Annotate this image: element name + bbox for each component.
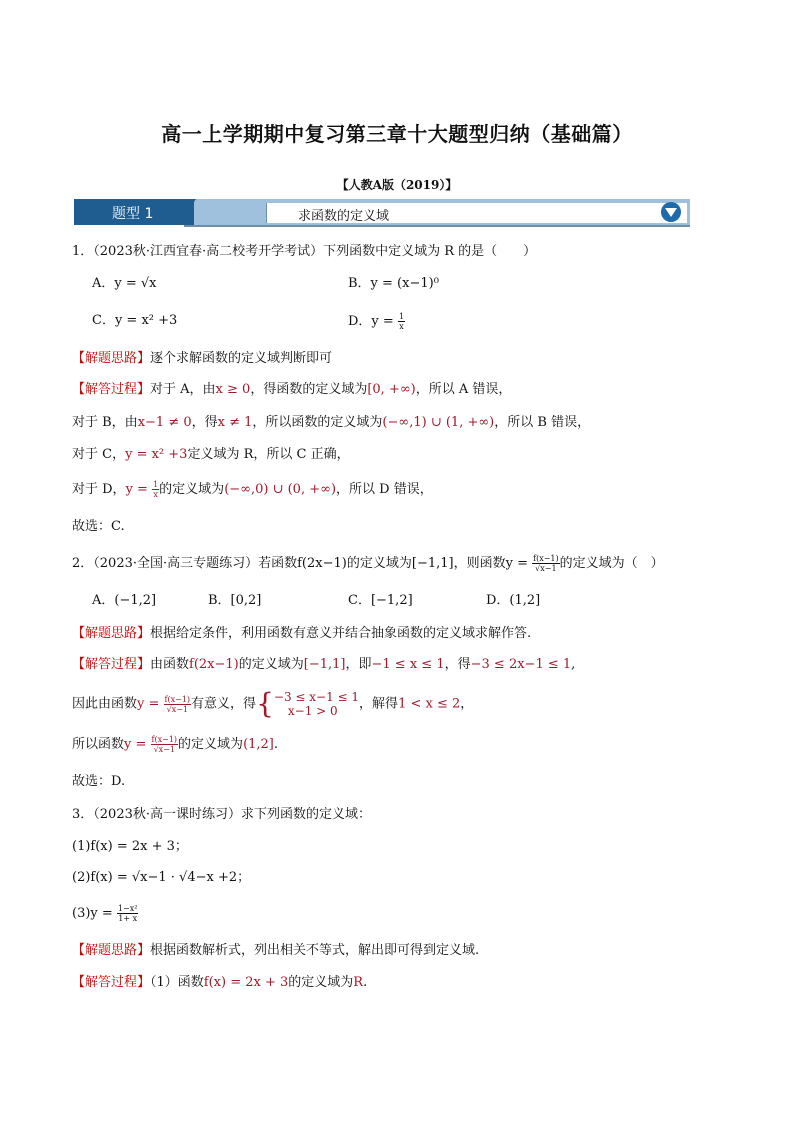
edition-label: 【人教A版（2019）】 <box>336 178 458 192</box>
text: (3) <box>72 906 91 921</box>
text: 所以函数 <box>72 737 125 752</box>
banner-slant <box>178 199 196 225</box>
text: 的定义域为 <box>159 482 225 497</box>
text: (1) <box>72 839 91 854</box>
fraction-numerator: f(x−1) <box>151 735 178 744</box>
fraction-numerator: f(x−1) <box>164 694 191 704</box>
text: 对于 D， <box>72 482 126 497</box>
q3-process-line-1 <box>72 974 367 992</box>
fraction-denominator: √x−1 <box>535 564 557 573</box>
text: . <box>363 975 368 990</box>
math: (−∞,1) ∪ (1, +∞) <box>382 415 495 430</box>
math: f(2x−1) <box>297 556 347 571</box>
q3-sub-3 <box>72 904 138 923</box>
chevron-down-icon[interactable] <box>661 202 681 222</box>
q1-idea <box>72 350 332 368</box>
text: 定义域为 R，所以 C 正确， <box>187 447 350 462</box>
math: [−1,1] <box>411 556 454 571</box>
q2-idea <box>72 625 531 643</box>
q3-idea <box>72 942 479 960</box>
text: 对于 B，由 <box>72 415 138 430</box>
text: 的定义域为 <box>178 737 244 752</box>
q1-option-b: B．y = (x−1)⁰ <box>348 276 439 291</box>
fraction-numerator: 1 <box>398 312 405 321</box>
math-fraction <box>532 554 560 573</box>
q2-answer: 故选：D. <box>72 774 126 789</box>
q1-process-line-1 <box>72 381 511 399</box>
math: −3 ≤ 2x−1 ≤ 1 <box>470 657 572 672</box>
q1-option-d <box>348 312 405 331</box>
math: y = <box>124 737 151 752</box>
text: ，所以 A 错误， <box>415 382 512 397</box>
q1-process-line-4 <box>72 480 433 499</box>
math: [−1,1] <box>303 657 346 672</box>
text: ，所以函数的定义域为 <box>252 415 383 430</box>
text: （1）函数 <box>150 975 204 990</box>
fraction-denominator: √x−1 <box>166 704 188 714</box>
idea-text: 根据函数解析式，列出相关不等式，解出即可得到定义域. <box>150 943 480 958</box>
fraction-denominator: √x−1 <box>153 745 175 754</box>
system-line-2: x−1 > 0 <box>287 704 338 718</box>
q2-option-a: A．(−1,2] <box>92 593 157 608</box>
text: 有意义，得 <box>191 696 257 712</box>
fraction-numerator: f(x−1) <box>533 554 559 563</box>
text: 2．（2023·全国·高三专题练习）若函数 <box>72 556 298 571</box>
math: y = <box>125 482 153 497</box>
math: f(x) = 2x + 3 <box>90 839 175 854</box>
page-title: 高一上学期期中复习第三章十大题型归纳（基础篇） <box>161 122 633 146</box>
math: f(x) = 2x + 3 <box>203 975 289 990</box>
topic-banner <box>74 199 614 225</box>
math-fraction <box>151 735 179 754</box>
q2-process-line-1 <box>72 656 575 674</box>
q1-process-line-2 <box>72 414 590 432</box>
q2-process-line-3 <box>72 735 278 754</box>
math: x ≠ 1 <box>217 415 253 430</box>
math: 1 < x ≤ 2 <box>398 696 461 712</box>
text: 的定义域为 <box>288 975 354 990</box>
math: x ≥ 0 <box>215 382 251 397</box>
q1-option-c: C．y = x² +3 <box>92 313 178 328</box>
fraction-denominator: x <box>399 322 404 331</box>
q1-option-a: A．y = √x <box>92 276 157 291</box>
text: 的定义域为（ ） <box>559 556 664 571</box>
text: ，所以 D 错误， <box>336 482 433 497</box>
math: −1 ≤ x ≤ 1 <box>371 657 445 672</box>
q1-answer: 故选：C. <box>72 519 125 534</box>
text: ，解得 <box>359 696 399 712</box>
text: , <box>571 657 576 672</box>
q3-stem: 3．（2023秋·高一课时练习）求下列函数的定义域： <box>72 807 371 822</box>
fraction-denominator: x <box>153 490 158 499</box>
q3-sub-2 <box>72 869 250 887</box>
text: ； <box>174 839 188 854</box>
banner-topic: 求函数的定义域 <box>298 209 390 224</box>
math: f(2x−1) <box>189 657 239 672</box>
text: ，则函数 <box>453 556 506 571</box>
q1-stem: 1．（2023秋·江西宜春·高二校考开学考试）下列函数中定义域为 R 的是（ ） <box>72 244 537 259</box>
math: y = <box>505 556 533 571</box>
text: 由函数 <box>150 657 190 672</box>
system-line-1: −3 ≤ x−1 ≤ 1 <box>273 690 360 704</box>
text: ， <box>460 696 474 712</box>
q2-option-b: B．[0,2] <box>208 593 262 608</box>
process-tag: 【解答过程】 <box>72 657 151 672</box>
q2-process-line-2 <box>72 687 474 720</box>
q1-process-line-3 <box>72 446 350 464</box>
text: 因此由函数 <box>72 696 138 712</box>
math: [0, +∞) <box>367 382 416 397</box>
text: ，得 <box>444 657 471 672</box>
text: . <box>273 737 279 752</box>
text: ，所以 B 错误， <box>494 415 591 430</box>
q2-option-d: D．(1,2] <box>486 593 541 608</box>
banner-label: 题型 1 <box>112 206 154 222</box>
q1-option-d-prefix: D．y = <box>348 314 398 329</box>
math: (1,2] <box>243 737 274 752</box>
math: y = <box>90 906 117 921</box>
idea-text: 根据给定条件，利用函数有意义并结合抽象函数的定义域求解作答. <box>150 626 532 641</box>
fraction-numerator: 1−x² <box>117 904 138 913</box>
text: 对于 C， <box>72 447 126 462</box>
text: ，得函数的定义域为 <box>250 382 368 397</box>
math-fraction <box>164 695 192 714</box>
math: y = x² +3 <box>125 447 188 462</box>
text: 对于 A，由 <box>150 382 216 397</box>
idea-text: 逐个求解函数的定义域判断即可 <box>150 351 333 366</box>
text: ，得 <box>191 415 218 430</box>
q2-stem <box>72 554 664 573</box>
process-tag: 【解答过程】 <box>72 382 151 397</box>
idea-tag: 【解题思路】 <box>72 351 151 366</box>
idea-tag: 【解题思路】 <box>72 943 151 958</box>
q2-option-c: C．[−1,2] <box>348 593 413 608</box>
inequality-system <box>274 690 359 718</box>
fraction-numerator: 1 <box>153 480 159 489</box>
math: R <box>353 975 364 990</box>
text: ； <box>237 870 251 885</box>
idea-tag: 【解题思路】 <box>72 626 151 641</box>
fraction-denominator: 1+ x <box>118 914 138 923</box>
math: x−1 ≠ 0 <box>137 415 192 430</box>
text: 的定义域为 <box>238 657 304 672</box>
text: (2) <box>72 870 91 885</box>
q3-sub-1 <box>72 838 188 856</box>
left-brace: { <box>256 687 274 720</box>
q1-option-d-fraction <box>398 312 405 331</box>
text: ，即 <box>345 657 372 672</box>
math: f(x) = √x−1 · √4−x +2 <box>90 870 238 885</box>
math: (−∞,0) ∪ (0, +∞) <box>224 482 337 497</box>
process-tag: 【解答过程】 <box>72 975 151 990</box>
text: 的定义域为 <box>346 556 412 571</box>
math: y = <box>137 696 164 712</box>
math-fraction <box>117 904 139 923</box>
